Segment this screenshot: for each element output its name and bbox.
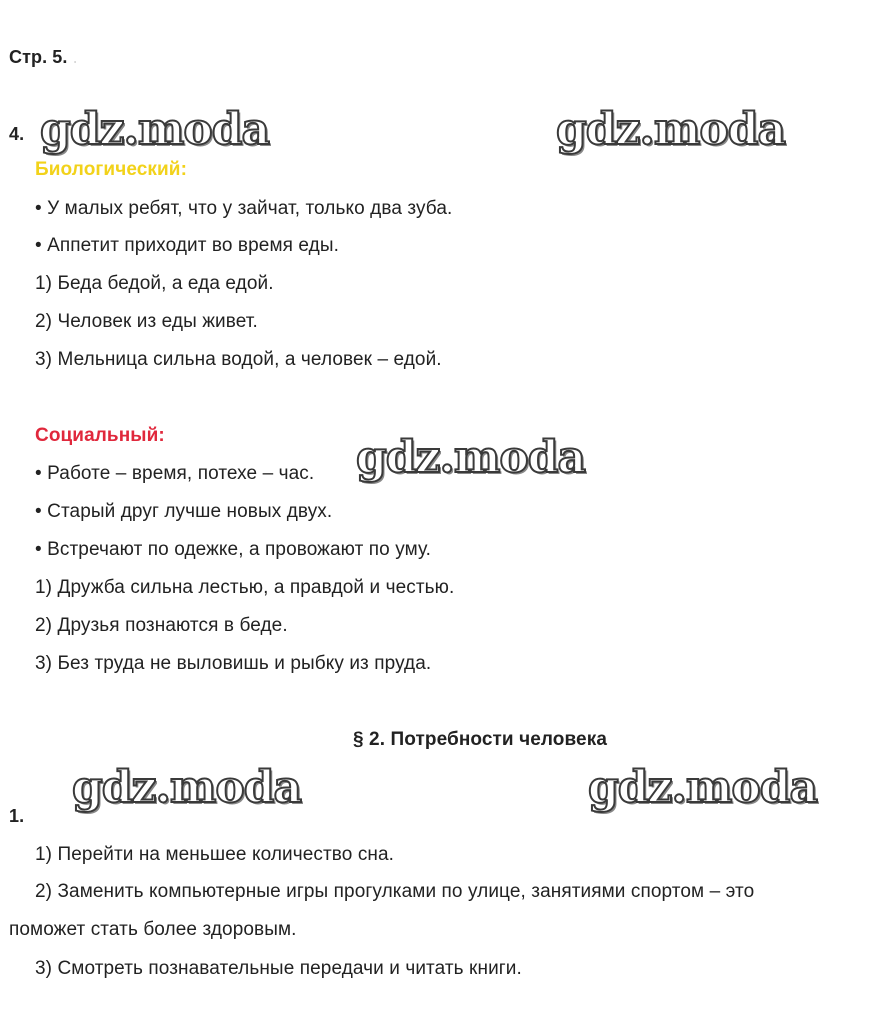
proverb-line: 2) Человек из еды живет.	[35, 311, 258, 332]
answer-line: 1) Перейти на меньшее количество сна.	[35, 844, 395, 865]
task-number: 4.	[9, 124, 25, 144]
watermark-logo: gdz.moda	[356, 432, 586, 483]
page-label-tail: .	[67, 47, 78, 67]
proverb-line: • Старый друг лучше новых двух.	[35, 501, 333, 522]
proverb-line: 3) Без труда не выловишь и рыбку из пруда.	[35, 653, 432, 674]
watermark-logo: gdz.moda	[40, 104, 270, 155]
proverb-line: • Встречают по одежке, а провожают по уму.	[35, 539, 432, 560]
page-reference	[9, 45, 78, 69]
task-number: 1.	[9, 806, 25, 826]
watermark-logo: gdz.moda	[72, 762, 302, 813]
section-title: § 2. Потребности человека	[353, 729, 607, 750]
proverb-line: 1) Дружба сильна лестью, а правдой и честью.	[35, 577, 455, 598]
proverb-line: 3) Мельница сильна водой, а человек – едой.	[35, 349, 442, 370]
answer-line: 2) Заменить компьютерные игры прогулками по улице, занятиями спортом – это	[35, 881, 755, 902]
watermark-logo: gdz.moda	[556, 104, 786, 155]
social-heading: Социальный:	[35, 425, 165, 446]
proverb-line: • Работе – время, потехе – час.	[35, 463, 315, 484]
biological-heading: Биологический:	[35, 159, 187, 180]
proverb-line: 2) Друзья познаются в беде.	[35, 615, 288, 636]
answer-line: поможет стать более здоровым.	[9, 919, 297, 940]
proverb-line: 1) Беда бедой, а еда едой.	[35, 273, 274, 294]
answer-line: 3) Смотреть познавательные передачи и читать книги.	[35, 958, 522, 979]
watermark-logo: gdz.moda	[588, 762, 818, 813]
proverb-line: • У малых ребят, что у зайчат, только два зуба.	[35, 198, 453, 219]
page-label: Стр. 5.	[9, 47, 68, 67]
proverb-line: • Аппетит приходит во время еды.	[35, 235, 339, 256]
